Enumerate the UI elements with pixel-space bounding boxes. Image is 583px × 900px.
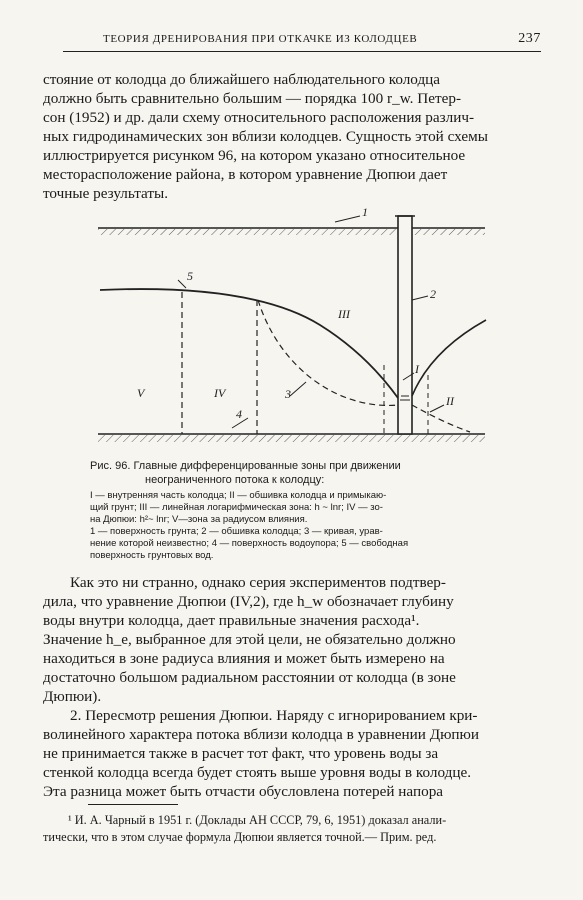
right-water-surface (412, 320, 486, 396)
unknown-curve-3 (258, 300, 398, 405)
text-line: Эта разница может быть отчасти обусловлена потерей напора (43, 783, 444, 800)
text-line: иллюстрируется рисунком 96, на котором указано относительное (43, 147, 466, 164)
footnote-rule (88, 804, 178, 805)
aquiclude-surface (98, 434, 485, 442)
running-header (63, 33, 541, 52)
text-line: должно быть сравнительно большим — порядка 100 r_w. Петер- (43, 90, 462, 107)
leader-line (430, 405, 444, 412)
text-line: Значение h_e, выбранное для этой цели, не обязательно должно (43, 631, 456, 648)
figure-label: V (137, 386, 145, 400)
figure-label: IV (214, 386, 226, 400)
caption-legend-line: на Дюпюи: h²~ lnr; V—зона за радиусом влияния. (90, 514, 308, 525)
caption-legend-line: I — внутренняя часть колодца; II — обшивка колодца и примыкаю- (90, 490, 387, 501)
caption-title-line: неограниченного потока к колодцу: (145, 474, 325, 486)
figure-96-diagram (0, 200, 583, 455)
caption-legend-line: щий грунт; III — линейная логарифмическая зона: h ~ lnr; IV — зо- (90, 502, 383, 513)
text-line: не принимается также в расчет тот факт, что уровень воды за (43, 745, 439, 762)
text-line: Дюпюи). (43, 688, 102, 705)
leader-line (178, 280, 186, 288)
figure-label: 5 (187, 269, 193, 283)
text-line: точные результаты. (43, 185, 169, 202)
ground-surface (98, 228, 485, 235)
figure-label: 3 (285, 387, 291, 401)
figure-label: 1 (362, 205, 368, 219)
text-line: достаточно большом радиальном расстоянии от колодца (в зоне (43, 669, 456, 686)
figure-label: II (446, 394, 454, 408)
well-casing (395, 216, 415, 434)
text-line: ных гидродинамических зон вблизи колодцев. Сущность этой схемы (43, 128, 488, 145)
footnote-line: ¹ И. А. Чарный в 1951 г. (Доклады АН СССР, 79, 6, 1951) доказал анали- (68, 813, 447, 827)
leader-line (335, 216, 360, 222)
footnote-line: тически, что в этом случае формула Дюпюи является точной.— Прим. ред. (43, 830, 437, 844)
text-line: стенкой колодца всегда будет стоять выше уровня воды в колодце. (43, 764, 472, 781)
dashed-curve-right (412, 405, 470, 432)
caption-legend-line: 1 — поверхность грунта; 2 — обшивка колодца; 3 — кривая, урав- (90, 526, 383, 537)
section-heading-line: 2. Пересмотр решения Дюпюи. Наряду с игнорированием кри- (70, 707, 478, 724)
running-title: ТЕОРИЯ ДРЕНИРОВАНИЯ ПРИ ОТКАЧКЕ ИЗ КОЛОДЦЕВ (103, 33, 418, 45)
text-line: воды внутри колодца, дает правильные значения расхода¹. (43, 612, 420, 629)
figure-label: 4 (236, 407, 242, 421)
page-number: 237 (518, 31, 541, 46)
text-line: стояние от колодца до ближайшего наблюдательного колодца (43, 71, 441, 88)
caption-title-line: Рис. 96. Главные дифференцированные зоны при движении (90, 460, 401, 472)
caption-legend-line: поверхность грунтовых вод. (90, 550, 214, 561)
free-water-surface (100, 289, 398, 398)
text-line: волинейного характера потока вблизи колодца в уравнении Дюпюи (43, 726, 480, 743)
caption-legend-line: нение которой неизвестно; 4 — поверхность водоупора; 5 — свободная (90, 538, 409, 549)
text-line: Как это ни странно, однако серия экспериментов подтвер- (70, 574, 446, 591)
figure-label: III (338, 307, 350, 321)
figure-label: 2 (430, 287, 436, 301)
figure-label: I (415, 362, 419, 376)
text-line: сон (1952) и др. дали схему относительного расположения различ- (43, 109, 475, 126)
text-line: месторасположение района, в котором уравнение Дюпюи дает (43, 166, 448, 183)
leader-line (290, 382, 306, 396)
leader-line (412, 296, 428, 300)
text-line: дила, что уравнение Дюпюи (IV,2), где h_w обозначает глубину (43, 593, 454, 610)
text-line: находиться в зоне радиуса влияния и может быть измерено на (43, 650, 445, 667)
